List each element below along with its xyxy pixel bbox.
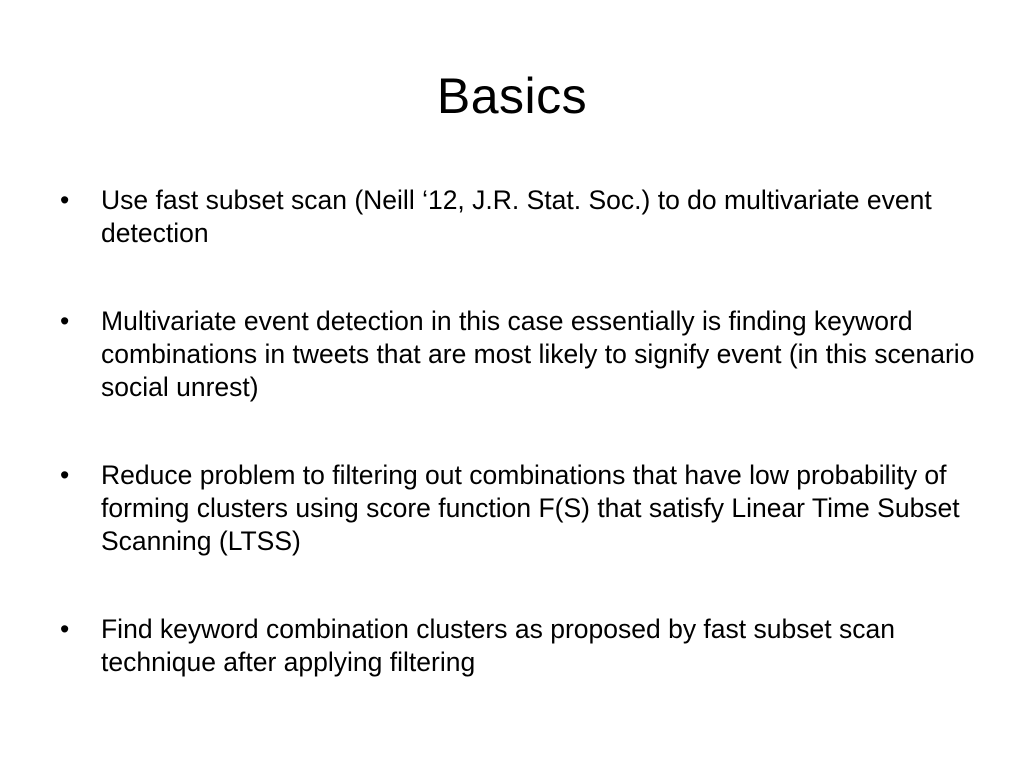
bullet-dot-icon: •: [60, 185, 70, 215]
bullet-text: Find keyword combination clusters as proposed by fast subset scan technique after applying filtering: [101, 614, 895, 677]
slide-title: Basics: [436, 68, 588, 124]
bullet-list: [60, 184, 975, 734]
bullet-item: [60, 459, 975, 558]
bullet-text: Reduce problem to filtering out combinations that have low probability of forming clusters using score function F(S) that satisfy Linear Time Subset Scanning (LTSS): [101, 460, 960, 556]
bullet-text: Use fast subset scan (Neill ‘12, J.R. Stat. Soc.) to do multivariate event detection: [101, 185, 932, 248]
bullet-item: [60, 613, 975, 679]
bullet-item: [60, 184, 975, 250]
bullet-dot-icon: •: [60, 306, 70, 336]
bullet-text: Multivariate event detection in this case essentially is finding keyword combinations in tweets that are most likely to signify event (in this scenario social unrest): [101, 306, 975, 402]
bullet-dot-icon: •: [60, 614, 70, 644]
bullet-dot-icon: •: [60, 460, 70, 490]
bullet-item: [60, 305, 975, 404]
